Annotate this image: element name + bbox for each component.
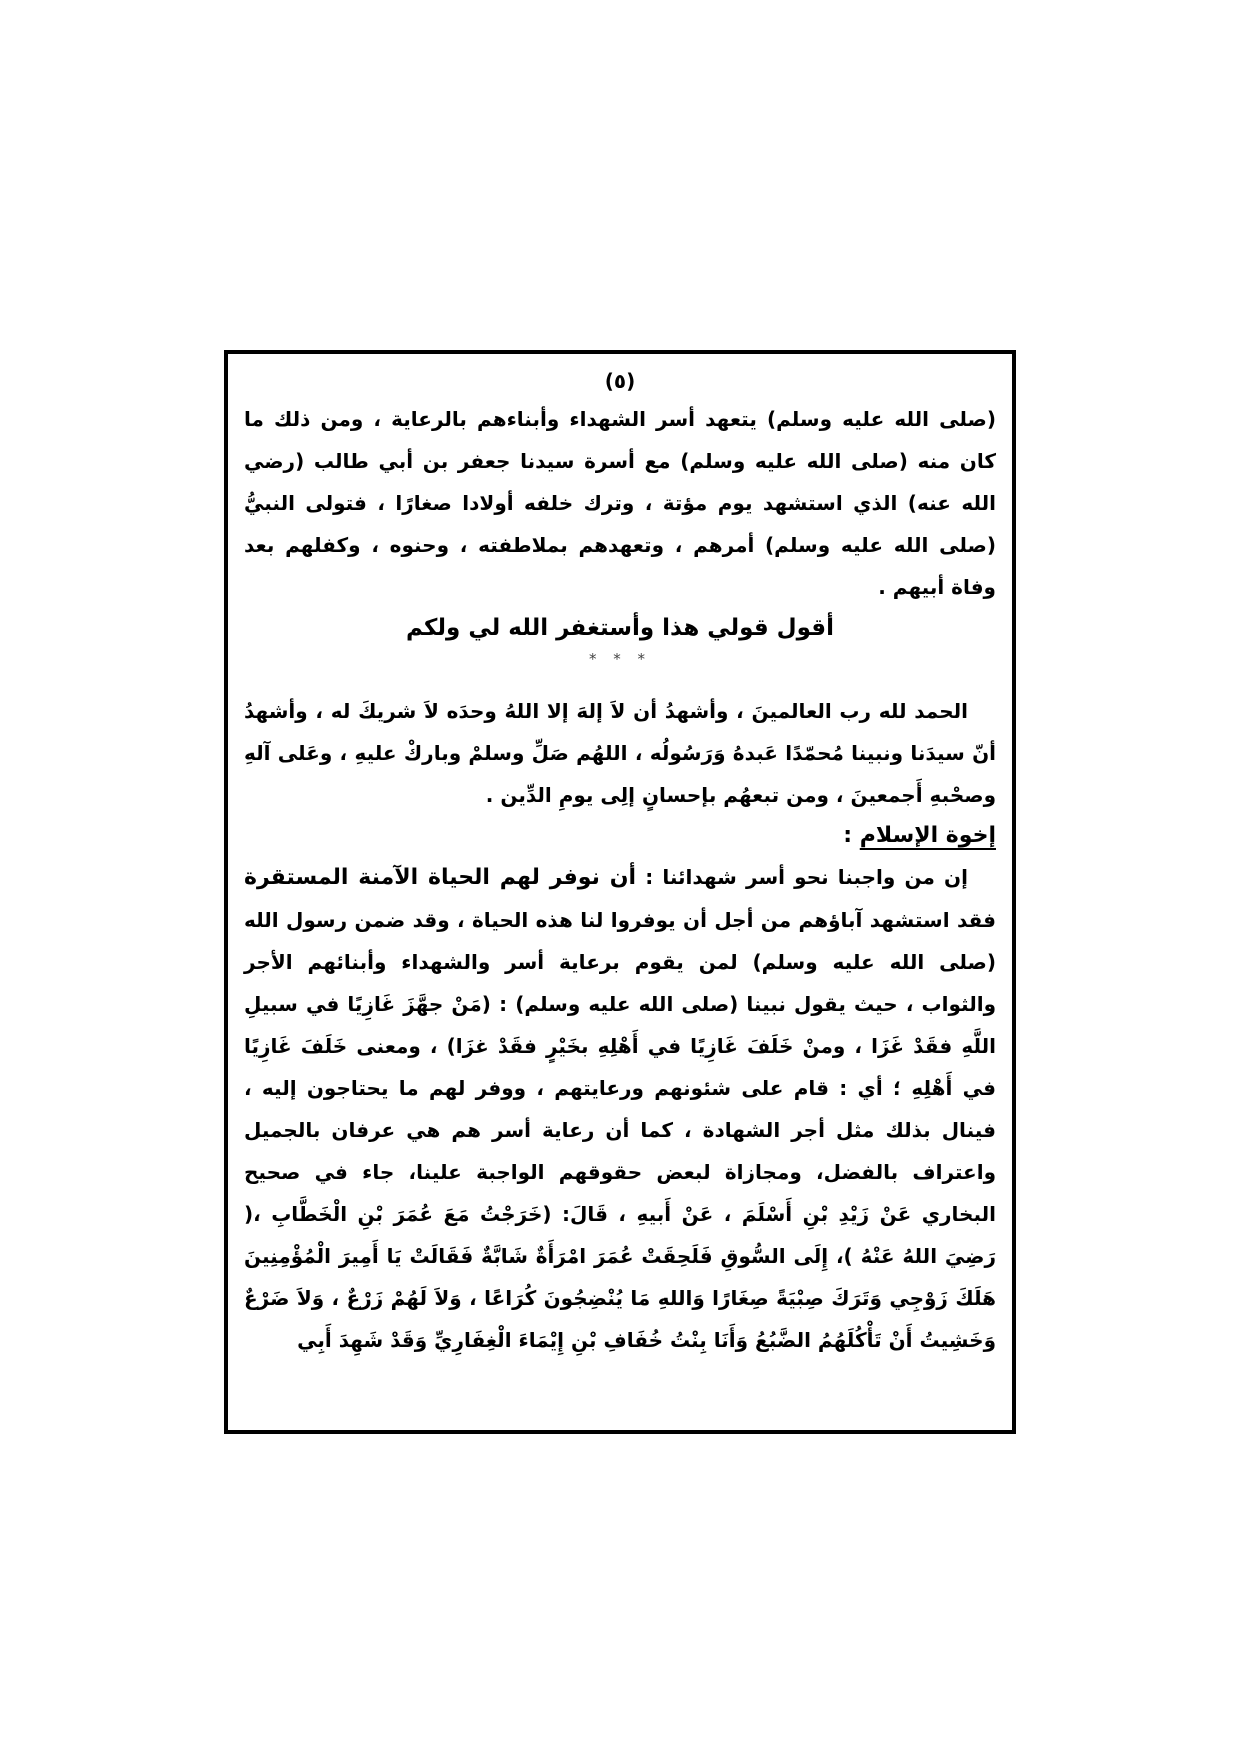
section-title bbox=[244, 816, 996, 856]
paragraph-lead: إن من واجبنا نحو أسر شهدائنا : bbox=[636, 865, 968, 889]
paragraph-praise: الحمد لله رب العالمينَ ، وأشهدُ أن لاَ إلهَ إلا اللهُ وحدَه لاَ شريكَ له ، وأشهدُ أنّ سيدَنا ونبينا مُحمّدًا عَبدهُ وَرَسُولُه ، اللهُم صَلِّ وسلمْ وباركْ عليهِ ، وعَلى آلهِ وصحْبهِ أَجمعينَ ، ومن تبعهُم بإحسانٍ إلِى يومِ الدِّين . bbox=[244, 699, 996, 807]
page-number: (٥) bbox=[604, 369, 636, 393]
page-frame bbox=[224, 350, 1016, 1434]
paragraph-body: فقد استشهد آباؤهم من أجل أن يوفروا لنا هذه الحياة ، وقد ضمن رسول الله (صلى الله عليه وسلم) لمن يقوم برعاية أسر والشهداء وأبنائهم الأجر والثواب ، حيث يقول نبينا (صلى الله عليه وسلم) : (مَنْ جهَّزَ غَازِيًا في سبيلِ اللَّهِ فقَدْ غَزَا ، ومنْ خَلَفَ غَازِيًا في أَهْلِهِ بخَيْرٍ فقَدْ غزَا) ، ومعنى خَلَفَ غَازِيًا في أَهْلِهِ ؛ أي : قام على شئونهم ورعايتهم ، ووفر لهم ما يحتاجون إليه ، فينال بذلك مثل أجر الشهادة ، كما أن رعاية أسر هم هي عرفان بالجميل واعتراف بالفضل، ومجازاة لبعض حقوقهم الواجبة علينا، جاء في صحيح البخاري عَنْ زَيْدِ بْنِ أَسْلَمَ ، عَنْ أَبيهِ ، قَالَ: (خَرَجْتُ مَعَ عُمَرَ بْنِ الْخَطَّابِ ،( رَضِيَ اللهُ عَنْهُ )، إِلَى السُّوقِ فَلَحِقَتْ عُمَرَ امْرَأَةٌ شَابَّةٌ فَقَالَتْ يَا أَمِيرَ الْمُؤْمِنِينَ هَلَكَ زَوْجِي وَتَرَكَ صِبْيَةً صِغَارًا وَاللهِ مَا يُنْضِجُونَ كُرَاعًا ، وَلاَ لَهُمْ زَرْعٌ ، وَلاَ ضَرْعٌ وَخَشِيتُ أَنْ تَأْكُلَهُمُ الضَّبُعُ وَأَنَا بِنْتُ خُفَافِ بْنِ إِيْمَاءَ الْغِفَارِيِّ وَقَدْ شَهِدَ أَبِي bbox=[244, 908, 996, 1352]
section-title-label: إخوة الإسلام bbox=[859, 823, 996, 848]
closing-heading: أقول قولي هذا وأستغفر الله لي ولكم bbox=[405, 615, 834, 641]
section-separator: * * * bbox=[588, 650, 652, 668]
paragraph-jafar-family: (صلى الله عليه وسلم) يتعهد أسر الشهداء وأبناءهم بالرعاية ، ومن ذلك ما كان منه (صلى الله عليه وسلم) مع أسرة سيدنا جعفر بن أبي طالب (رضي الله عنه) الذي استشهد يوم مؤتة ، وترك خلفه أولادا صغارًا ، فتولى النبيُّ (صلى الله عليه وسلم) أمرهم ، وتعهدهم بملاطفته ، وحنوه ، وكفلهم بعد وفاة أبيهم . bbox=[244, 407, 996, 599]
paragraph-martyrs-families bbox=[244, 856, 996, 1361]
paragraph-emphasis: أن نوفر لهم الحياة الآمنة المستقرة bbox=[244, 865, 637, 890]
section-title-colon: : bbox=[843, 823, 860, 848]
